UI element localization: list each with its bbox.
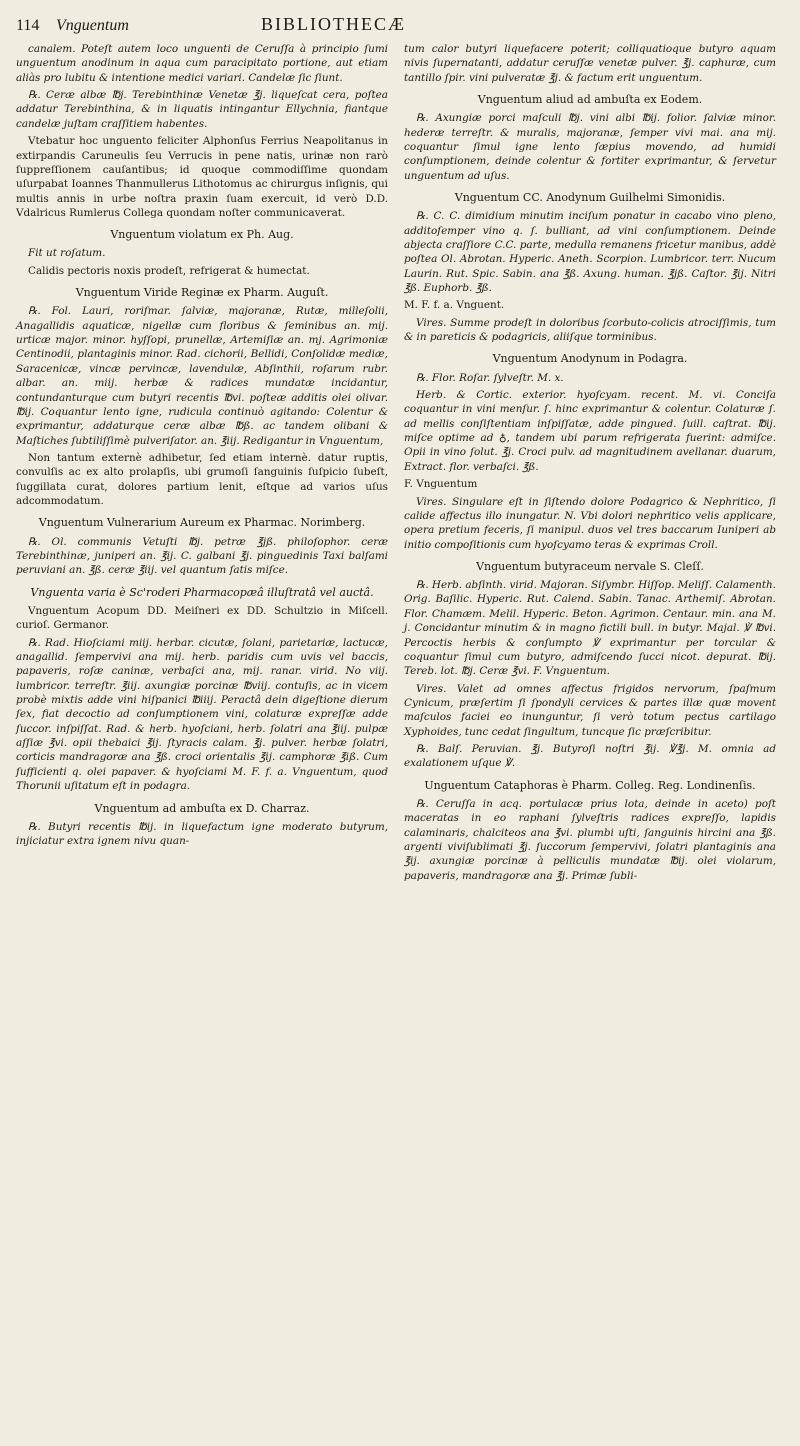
recipe-paragraph: ℞. Axungiæ porci maſculi ℔j. vini albi ℔ij. folior. ſalviæ minor. hederæ terreſtr. & muralis, majoranæ, ſemper vivi mai. ana mij. coquantur ſimul igne lento ſæpius movendo, ad humidi conſumptionem, deinde colentur & fortiter exprimantur, & ſervetur unguentum ad uſus. bbox=[404, 112, 776, 182]
recipe-paragraph: Vires. Singulare eſt in ſiſtendo dolore Podagrico & Nephritico, ſi calide affectus illo inungatur. N. Vbi dolori nephritico velis applicare, opera pretium feceris, ſi manipul. duos vel tres baccarum Iuniperi ab initio compoſitionis cum hyoſcyamo teras & exprimas Croll. bbox=[404, 495, 776, 551]
recipe-paragraph: ℞. Fol. Lauri, roriſmar. ſalviæ, majoranæ, Rutæ, milleſolii, Anagallidis aquaticæ, nigellæ cum floribus & ſeminibus an. mij. urticæ major. minor. hyſſopi, prunellæ, Artemiſiæ an. mj. Agrimoniæ Centinodii, plantaginis minor. Rad. cichorii, Bellidi, Conſolidæ mediæ, Saracenicæ, vincæ pervincæ, lavendulæ, Abſinthii, roſarum rubr. albar. an. miij. herbæ & radices mundatæ incidantur, contundanturque cum butyri recentis ℔vi. poſteæ additis olei olivar. ℔ij. Coquantur lento igne, rudicula continuò agitando: Colentur & exprimantur, addaturque ceræ albæ ℔ß. ac tandem olibani & Maſtiches ſubtiliſſimè pulveriſator. an. ℥iij. Redigantur in Vnguentum, bbox=[16, 305, 388, 447]
body-paragraph: Non tantum externè adhibetur, ſed etiam internè. datur ruptis, convulſis ac ex alto prolapſis, ubi grumoſi ſanguinis ſuſpicio ſubeſt, ſuggillata curat, dolores partium lenit, eſtque ad varios uſus adcommodatum. bbox=[16, 451, 388, 508]
body-paragraph: Calidis pectoris noxis prodeſt, refrigerat & humectat. bbox=[28, 264, 310, 277]
body-paragraph: F. Vnguentum bbox=[404, 478, 478, 491]
left-column bbox=[16, 42, 388, 886]
recipe-paragraph: ℞. Balſ. Peruvian. ℥j. Butyroſi noſtri ℥ij. ℣℥j. M. omnia ad exalationem uſque ℣. bbox=[404, 743, 776, 770]
body-paragraph: Vtebatur hoc unguento feliciter Alphonſus Ferrius Neapolitanus in extirpandis Caruneulis ſeu Verrucis in pene natis, urinæ non rarò ſuppreſſionem cauſantibus; id quoque commodiſſime quondam uſurpabat Ioannes Thanmullerus Lithotomus ac chirurgus inſignis, qui multis annis in urbe noſtra praxin ſuam exercuit, id verò D.D. Vdalricus Rumlerus Collega quondam noſter communicaverat. bbox=[16, 135, 388, 219]
section-heading: Vnguentum Anodynum in Podagra. bbox=[492, 352, 688, 366]
section-title: BIBLIOTHECÆ bbox=[261, 14, 406, 34]
section-heading: Vnguentum violatum ex Ph. Aug. bbox=[110, 228, 294, 242]
recipe-paragraph: Fit ut roſatum. bbox=[28, 247, 106, 260]
section-heading: Vnguentum butyraceum nervale S. Cleſſ. bbox=[476, 559, 704, 573]
body-paragraph: Vnguentum Acopum DD. Meiſneri ex DD. Schultzio in Miſcell. curioſ. Germanor. bbox=[16, 604, 388, 632]
page-number: 114 bbox=[16, 17, 40, 34]
recipe-paragraph: canalem. Poteſt autem loco unguenti de Ceruſſa à principio ſumi unguentum anodinum in aqua cum paracipitato portione, aut etiam aliàs pro lubitu & intentione medici variari. Candelæ ſic ſiunt. bbox=[16, 43, 388, 84]
recipe-paragraph: tum calor butyri liquefacere poterit; colliquatioque butyro aquam nivis ſupernatanti, addatur ceruſſæ venetæ pulver. ℥j. caphuræ, cum tantillo ſpir. vini pulveratæ ℥j. & factum erit unguentum. bbox=[404, 43, 776, 84]
recipe-paragraph: Vires. Summe prodeſt in doloribus ſcorbuto-colicis atrociſſimis, tum & in pareticis & podagricis, aliiſque torminibus. bbox=[404, 316, 776, 344]
section-heading: Vnguentum Viride Reginæ ex Pharm. Auguſt. bbox=[75, 286, 329, 300]
body-paragraph: M. F. f. a. Vnguent. bbox=[404, 299, 505, 312]
section-heading: Vnguentum Vulnerarium Aureum ex Pharmac. Norimberg. bbox=[38, 516, 366, 530]
recipe-paragraph: ℞. Ceruſſa in acq. portulacæ prius lota, deinde in aceto) poſt maceratas in eo raphani ſylveſtris radices expreſſo, lapidis calaminaris, chalciteos ana ℥vi. plumbi uſti, ſanguinis hircini ana ℥ß. argenti viviſublimati ℥j. ſuccorum ſempervivi, ſolatri plantaginis ana ℥ij. axungiæ porcinæ à pelliculis mundatæ ℔ij. olei violarum, papaveris, mandragoræ ana ℥j. Primæ ſubli- bbox=[404, 797, 776, 882]
recipe-paragraph: Herb. & Cortic. exterior. hyoſcyam. recent. M. vi. Conciſa coquantur in vini menſur. ſ. hinc exprimantur & colentur. Colaturæ ſ. ad mellis conſiſtentiam inſpiſſatæ, adde pingued. ſuill. caſtrat. ℔ij. miſce optime ad ♁, tandem ubi parum refrigerata fuerint: admiſce. Opii in vino ſolut. ℥j. Croci pulv. ad magnitudinem avellanar. duarum, Extract. flor. verbaſci. ℥ß. bbox=[404, 388, 776, 473]
recipe-paragraph: ℞. C. C. dimidium minutim inciſum ponatur in cacabo vino pleno, additoſemper vino q. ſ. bulliant, ad vini conſumptionem. Deinde abjecta craſſiore C.C. parte, medulla remanens fricetur manibus, addè poſtea Ol. Abrotan. Hyperic. Aneth. Scorpion. Lumbricor. terr. Nucum Laurin. Rut. Spic. Sabin. ana ℥ß. Axung. human. ℥jß. Caſtor. ℥ij. Nitri ℥ß. Euphorb. ℥ß. bbox=[404, 210, 776, 295]
running-head: Vnguentum bbox=[56, 17, 129, 34]
text-columns bbox=[16, 42, 778, 886]
page-header bbox=[16, 14, 778, 40]
section-heading: Unguentum Cataphoras è Pharm. Colleg. Reg. Londinenſis. bbox=[424, 778, 756, 792]
section-heading: Vnguentum ad ambuſta ex D. Charraz. bbox=[94, 801, 310, 815]
right-column bbox=[404, 42, 776, 886]
recipe-paragraph: ℞. Ol. communis Vetuſti ℔j. petræ ℥jß. philoſophor. ceræ Terebinthinæ, juniperi an. ℥ij. C. galbani ℥j. pinguedinis Taxi balſami peruviani an. ℥ß. ceræ ℥iij. vel quantum ſatis miſce. bbox=[16, 535, 388, 577]
section-heading: Vnguentum aliud ad ambuſta ex Eodem. bbox=[477, 93, 703, 107]
recipe-paragraph: ℞. Rad. Hioſciami miij. herbar. cicutæ, ſolani, parietariæ, lactucæ, anagallid. ſempervivi ana mij. herb. paridis cum uvis vel baccis, papaveris, roſæ caninæ, verbaſci ana, mij. ranar. virid. No viij. lumbricor. terreſtr. ℥iij. axungiæ porcinæ ℔viij. contuſis, ac in vicem probè mixtis adde vini hiſpanici ℔iiij. Peractâ dein digeſtione dierum ſex, fiat decoctio ad conſumptionem vini, colaturæ expreſſæ adde ſuccor. inſpiſſat. Rad. & herb. hyoſciani, herb. ſolatri ana ℥iij. pulpæ aſſiæ ℥vi. opii thebaici ℥ij. ſtyracis calam. ℥j. pulver. herbæ ſolatri, corticis mandragoræ ana ℥ß. croci orientalis ℥ij. camphoræ ℥iß. Cum ſufficienti q. olei papaver. & hyoſciami M. F. f. a. Vnguentum, quod Thorunii uſitatum eſt in podagra. bbox=[16, 636, 388, 793]
section-heading: Vnguentum CC. Anodynum Guilhelmi Simonidis. bbox=[454, 191, 726, 205]
recipe-paragraph: ℞. Herb. abſinth. virid. Majoran. Siſymbr. Hiſſop. Meliſſ. Calamenth. Orig. Baſilic. Hyperic. Rut. Calend. Sabin. Tanac. Arthemiſ. Abrotan. Flor. Chamæm. Melil. Hyperic. Beton. Agrimon. Centaur. min. ana M. j. Concidantur minutim & in magno fictili bull. in butyr. Majal. ℣ ℔vi. Percoctis herbis & conſumpto ℣ exprimantur per torcular & coquantur ſimul cum butyro, admiſcendo ſucci nicot. depurat. ℔ij. Tereb. lot. ℔j. Ceræ ℥vi. F. Vnguentum. bbox=[404, 579, 776, 678]
recipe-paragraph: ℞. Ceræ albæ ℔j. Terebinthinæ Venetæ ℥j. liqueſcat cera, poſtea addatur Terebinthina, & in liquatis intingantur Ellychnia, fiantque candelæ juſtam craſſitiem habentes. bbox=[16, 89, 388, 130]
recipe-paragraph: Vires. Valet ad omnes affectus frigidos nervorum, ſpaſmum Cynicum, præſertim ſi ſpondyli cervices & partes illæ quæ movent maſculos faciei eo inunguntur, ſi verò totum pectus cartilago Xyphoides, tunc cedat ſingultum, tuncque ſic præſcribitur. bbox=[404, 682, 776, 738]
recipe-paragraph: ℞. Butyri recentis ℔ij. in liquefactum igne moderato butyrum, injiciatur extra ignem nivu quan- bbox=[16, 820, 388, 848]
recipe-paragraph: ℞. Flor. Roſar. ſylveſtr. M. x. bbox=[416, 371, 564, 384]
section-heading: Vnguenta varia è Sc'roderi Pharmacopæâ illuſtratâ vel auctâ. bbox=[30, 585, 374, 599]
